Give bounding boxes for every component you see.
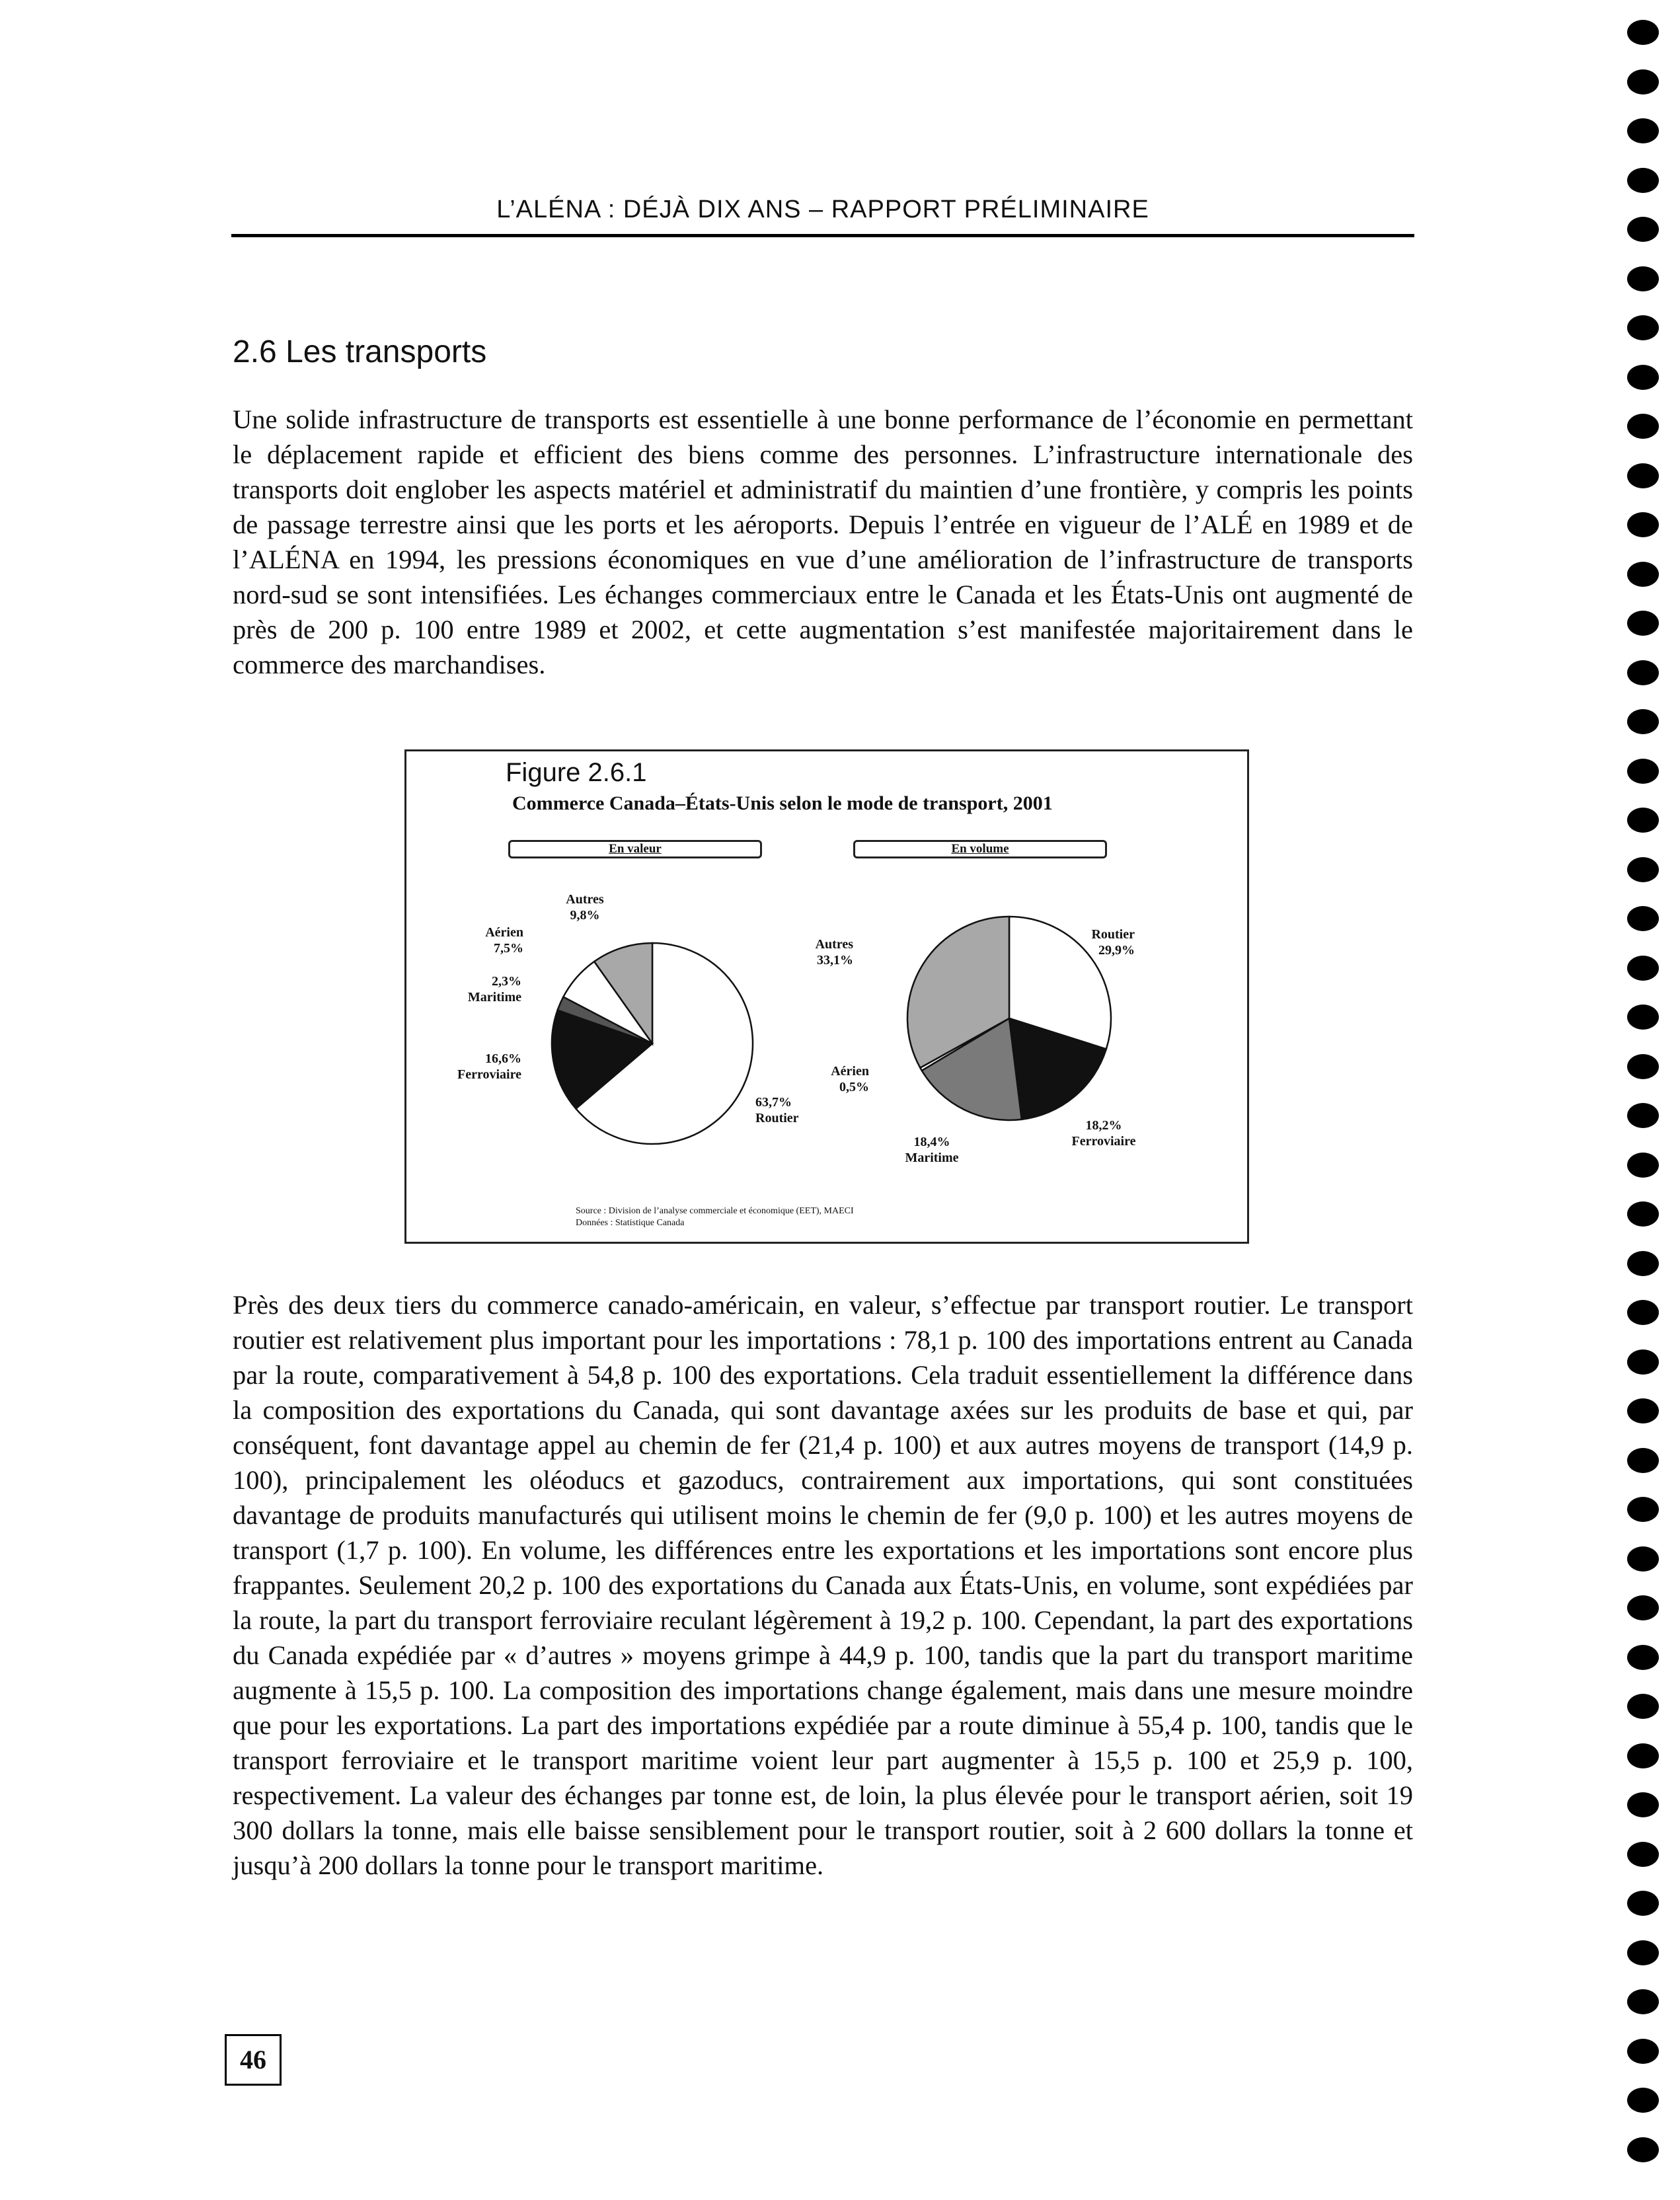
figure-label: Figure 2.6.1 (506, 758, 647, 787)
binding-hole (1627, 857, 1659, 882)
binding-hole (1627, 2039, 1659, 2064)
pie-label-routier: 63,7% Routier (755, 1095, 799, 1125)
pie-label-autres: Autres 9,8% (566, 892, 604, 923)
pie-label-ferroviaire: 16,6% Ferroviaire (457, 1051, 521, 1082)
binding-hole (1627, 1989, 1659, 2014)
binding-hole (1627, 611, 1659, 636)
binding-hole (1627, 1645, 1659, 1670)
binding-hole (1627, 365, 1659, 390)
binding-hole (1627, 808, 1659, 833)
binding-hole (1627, 1201, 1659, 1227)
binding-hole (1627, 266, 1659, 291)
paragraph-analysis: Près des deux tiers du commerce canado-américain, en valeur, s’effectue par transport routier. Le transport routier est relativement plus important pour les importations : 78,1 p. 100 des importations entrent au Canada par la route, comparativement à 54,8 p. 100 des exportations. Cela traduit essentiellement la différence dans la composition des exportations du Canada, qui sont davantage axées sur les produits de base et qui, par conséquent, font davantage appel au chemin de fer (21,4 p. 100) et aux autres moyens de transport (14,9 p. 100), principalement les oléoducs et gazoducs, contrairement aux importations, qui sont constituées davantage de produits manufacturés qui utilisent moins le chemin de fer (9,0 p. 100) et les autres moyens de transport (1,7 p. 100). En volume, les différences entre les exportations et les importations sont encore plus frappantes. Seulement 20,2 p. 100 des exportations du Canada aux États-Unis, en volume, sont expédiées par la route, la part du transport ferroviaire reculant légèrement à 19,2 p. 100. Cependant, la part des exportations du Canada expédiée par « d’autres » moyens grimpe à 44,9 p. 100, tandis que la part du transport maritime augmente à 15,5 p. 100. La composition des importations change également, mais dans une mesure moindre que pour les exportations. La part des importations expédiée par a route diminue à 55,4 p. 100, tandis que le transport ferroviaire et le transport maritime voient leur part augmenter à 15,5 p. 100 et 25,9 p. 100, respectivement. La valeur des échanges par tonne est, de loin, la plus élevée pour le transport aérien, soit 19 300 dollars la tonne, mais elle baisse sensiblement pour le transport routier, soit à 2 600 dollars la tonne et jusqu’à 200 dollars la tonne pour le transport maritime. (233, 1290, 1413, 1880)
pie-label-aérien: Aérien 7,5% (485, 925, 523, 956)
binding-hole (1627, 118, 1659, 143)
paragraph-intro: Une solide infrastructure de transports est essentielle à une bonne performance de l’économie en permettant le déplacement rapide et efficient des biens comme des personnes. L’infrastructure internationale des transports doit englober les aspects matériel et administratif du maintien d’une frontière, y compris les points de passage terrestre ainsi que les ports et les aéroports. Depuis l’entrée en vigueur de l’ALÉ en 1989 et de l’ALÉNA en 1994, les pressions économiques en vue d’une amélioration de l’infrastructure de transports nord-sud se sont intensifiées. Les échanges commerciaux entre le Canada et les États-Unis ont augmenté de près de 200 p. 100 entre 1989 et 2002, et cette augmentation s’est manifestée majoritairement dans le commerce des marchandises. (233, 404, 1413, 679)
binding-hole (1627, 759, 1659, 784)
binding-hole (1627, 1694, 1659, 1719)
binding-hole (1627, 69, 1659, 95)
binding-hole (1627, 1448, 1659, 1473)
binding-hole (1627, 1842, 1659, 1867)
binding-hole (1627, 1349, 1659, 1375)
pie-charts (406, 751, 1247, 1242)
pie-label-autres: Autres 33,1% (815, 937, 853, 967)
binding-hole (1627, 1005, 1659, 1030)
binding-hole (1627, 956, 1659, 981)
binding-hole (1627, 512, 1659, 537)
binding-hole (1627, 1251, 1659, 1276)
binding-hole (1627, 168, 1659, 193)
pie-caption-volume-text: En volume (951, 842, 1009, 856)
binding-hole (1627, 1103, 1659, 1128)
pie-label-aérien: Aérien 0,5% (831, 1064, 869, 1094)
binding-hole (1627, 1153, 1659, 1178)
binding-hole (1627, 2137, 1659, 2162)
binding-hole (1627, 217, 1659, 242)
binding-hole (1627, 1054, 1659, 1079)
section-title: 2.6 Les transports (233, 334, 487, 369)
figure-title: Commerce Canada–États-Unis selon le mode de transport, 2001 (512, 792, 1053, 814)
page-number: 46 (225, 2034, 282, 2086)
binding-hole (1627, 1300, 1659, 1325)
header-rule (231, 234, 1414, 237)
pie-label-routier: Routier 29,9% (1091, 927, 1135, 958)
running-header: L’ALÉNA : DÉJÀ DIX ANS – RAPPORT PRÉLIMINAIRE (496, 196, 1149, 223)
binding-hole (1627, 1497, 1659, 1522)
binding-holes (1627, 20, 1667, 2187)
binding-hole (1627, 1595, 1659, 1620)
binding-hole (1627, 1546, 1659, 1572)
figure-data-source: Données : Statistique Canada (576, 1218, 685, 1228)
figure-box (404, 749, 1249, 1244)
binding-hole (1627, 414, 1659, 439)
binding-hole (1627, 20, 1659, 45)
pie-caption-value-text: En valeur (609, 842, 662, 856)
binding-hole (1627, 1792, 1659, 1817)
binding-hole (1627, 709, 1659, 734)
binding-hole (1627, 660, 1659, 685)
binding-hole (1627, 906, 1659, 931)
binding-hole (1627, 1940, 1659, 1965)
pie-label-maritime: 18,4% Maritime (905, 1135, 959, 1165)
pie-volume (816, 917, 1136, 1165)
binding-hole (1627, 2088, 1659, 2113)
figure-source: Source : Division de l’analyse commerciale et économique (EET), MAECI (576, 1206, 854, 1216)
pie-label-maritime: 2,3% Maritime (467, 974, 521, 1005)
binding-hole (1627, 1891, 1659, 1916)
binding-hole (1627, 315, 1659, 340)
binding-hole (1627, 463, 1659, 488)
pie-value (457, 892, 799, 1144)
binding-hole (1627, 562, 1659, 587)
binding-hole (1627, 1743, 1659, 1768)
binding-hole (1627, 1398, 1659, 1423)
pie-label-ferroviaire: 18,2% Ferroviaire (1071, 1118, 1136, 1149)
